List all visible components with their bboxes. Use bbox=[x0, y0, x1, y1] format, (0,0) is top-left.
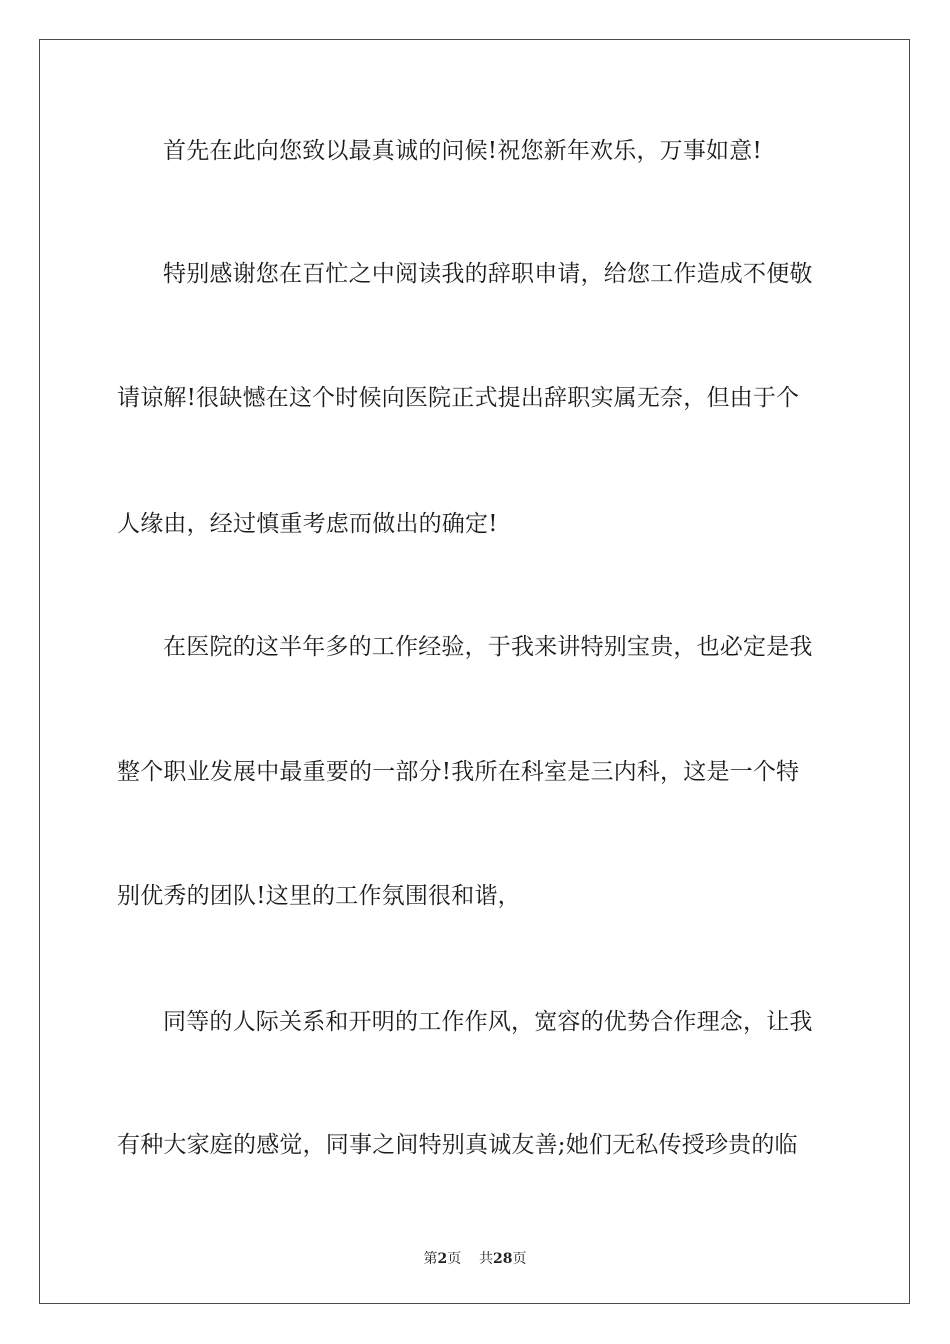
text-line-6: 整个职业发展中最重要的一部分!我所在科室是三内科，这是一个特 bbox=[117, 759, 800, 785]
total-suffix: 页 bbox=[512, 1251, 527, 1267]
text-line-9: 有种大家庭的感觉，同事之间特别真诚友善;她们无私传授珍贵的临 bbox=[117, 1132, 798, 1158]
text-line-1: 首先在此向您致以最真诚的问候!祝您新年欢乐，万事如意! bbox=[163, 138, 762, 164]
page-number: 2 bbox=[437, 1251, 448, 1267]
text-line-2: 特别感谢您在百忙之中阅读我的辞职申请，给您工作造成不便敬 bbox=[163, 261, 813, 287]
text-line-5: 在医院的这半年多的工作经验，于我来讲特别宝贵，也必定是我 bbox=[163, 634, 813, 660]
page-prefix: 第 bbox=[423, 1251, 438, 1267]
total-pages: 28 bbox=[493, 1251, 513, 1267]
text-line-8: 同等的人际关系和开明的工作作风，宽容的优势合作理念，让我 bbox=[163, 1009, 813, 1035]
total-prefix: 共 bbox=[479, 1251, 494, 1267]
page-border bbox=[39, 39, 910, 1304]
text-line-3: 请谅解!很缺憾在这个时候向医院正式提出辞职实属无奈，但由于个 bbox=[117, 385, 800, 411]
page-suffix: 页 bbox=[447, 1251, 462, 1267]
text-line-7: 别优秀的团队!这里的工作氛围很和谐， bbox=[117, 883, 521, 909]
page-footer bbox=[0, 1248, 950, 1268]
text-line-4: 人缘由，经过慎重考虑而做出的确定! bbox=[117, 511, 498, 537]
